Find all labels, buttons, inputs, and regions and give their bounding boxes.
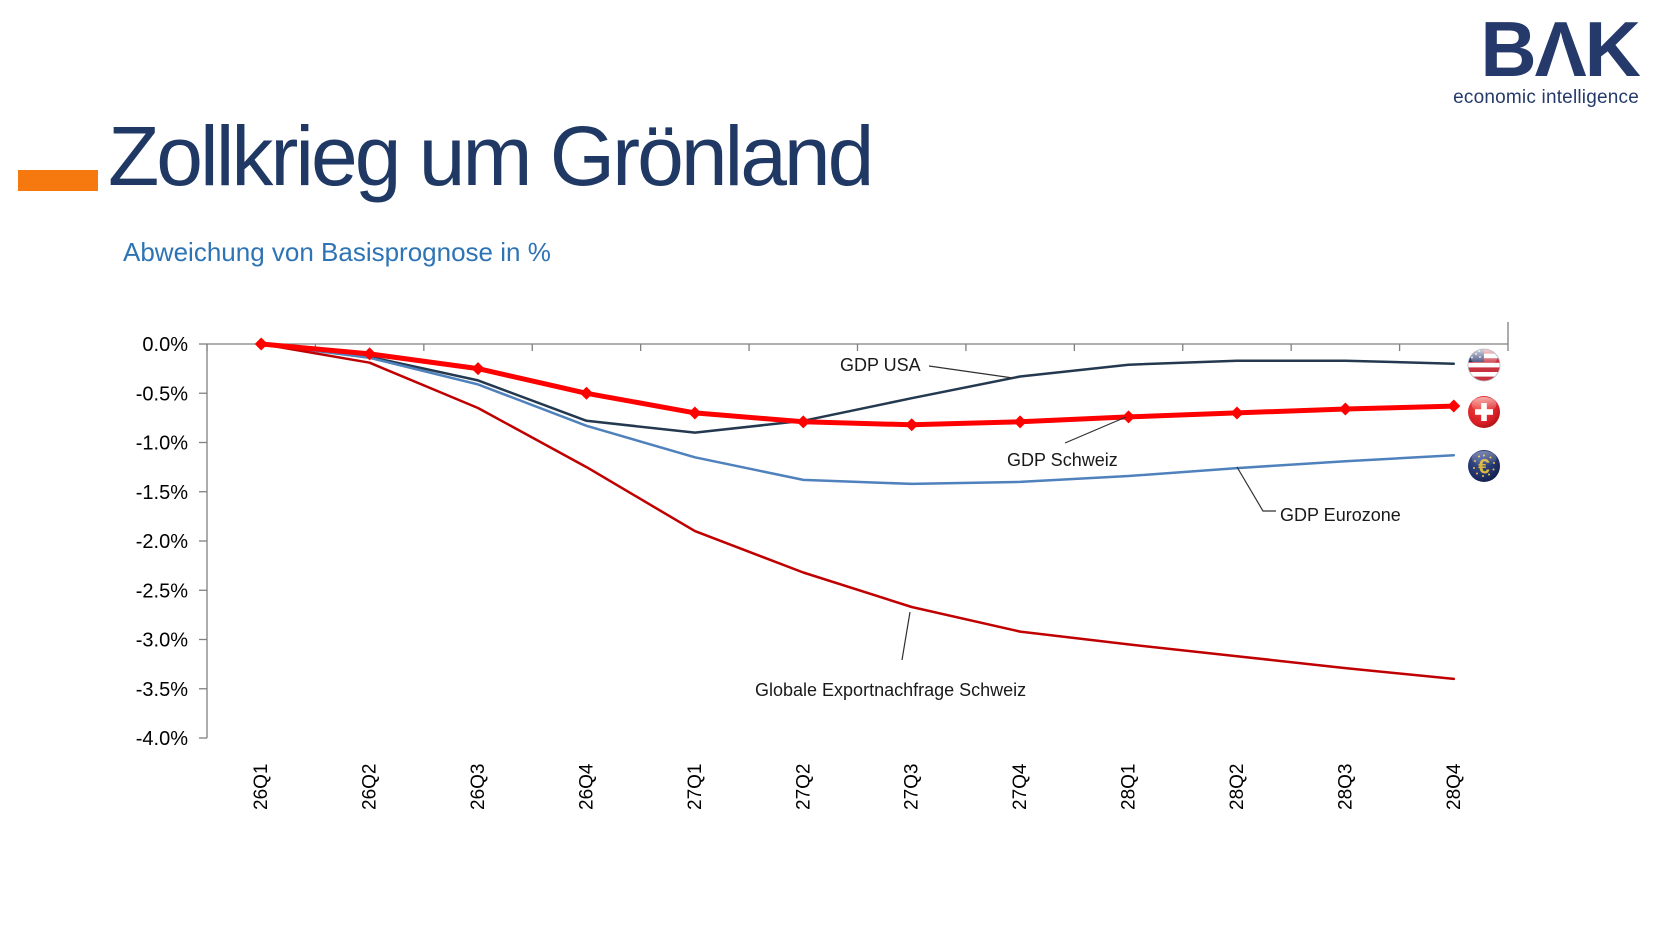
annotation-connector-globale-exportnachfrage-schweiz <box>902 612 910 660</box>
x-tick-label-27q3: 27Q3 <box>901 763 923 810</box>
annotation-connector-gdp-eurozone <box>1237 467 1276 511</box>
series-marker-gdp-schweiz <box>797 415 810 428</box>
y-tick-label-3-0: -3.0% <box>135 629 188 652</box>
y-tick-label-1-0: -1.0% <box>135 432 188 455</box>
x-tick-label-28q1: 28Q1 <box>1118 763 1140 810</box>
y-tick-label-4-0: -4.0% <box>135 728 188 750</box>
annotation-label-gdp-eurozone: GDP Eurozone <box>1280 505 1401 525</box>
swiss-flag-icon <box>1468 396 1500 428</box>
us-flag-icon <box>1468 349 1500 381</box>
y-tick-label-0-0: 0.0% <box>142 334 188 356</box>
series-marker-gdp-schweiz <box>580 387 593 400</box>
bak-logo-subtext: economic intelligence <box>1453 87 1639 109</box>
series-marker-gdp-schweiz <box>1339 403 1352 416</box>
series-marker-gdp-schweiz <box>1014 415 1027 428</box>
euro-coin-icon <box>1468 450 1500 482</box>
x-tick-label-27q1: 27Q1 <box>684 763 706 810</box>
y-tick-label-1-5: -1.5% <box>135 481 188 504</box>
series-marker-gdp-schweiz <box>255 338 268 351</box>
x-tick-label-26q1: 26Q1 <box>251 763 273 810</box>
annotation-label-gdp-schweiz: GDP Schweiz <box>1007 450 1118 470</box>
series-marker-gdp-schweiz <box>1230 406 1243 419</box>
x-tick-label-27q4: 27Q4 <box>1010 763 1032 810</box>
bak-logo-text: BΛK <box>1480 5 1639 93</box>
x-tick-label-28q2: 28Q2 <box>1226 763 1248 810</box>
euro-symbol: € <box>1478 455 1490 479</box>
x-tick-label-28q4: 28Q4 <box>1443 763 1465 810</box>
x-tick-label-27q2: 27Q2 <box>793 763 815 810</box>
y-tick-label-0-5: -0.5% <box>135 383 188 406</box>
series-marker-gdp-schweiz <box>472 362 485 375</box>
series-marker-gdp-schweiz <box>1447 400 1460 413</box>
y-tick-label-2-5: -2.5% <box>135 580 188 603</box>
x-tick-label-26q4: 26Q4 <box>576 763 598 810</box>
series-marker-gdp-schweiz <box>688 406 701 419</box>
x-tick-label-26q2: 26Q2 <box>359 763 381 810</box>
x-tick-label-26q3: 26Q3 <box>468 763 490 810</box>
page-title: Zollkrieg um Grönland <box>108 109 872 203</box>
x-tick-label-28q3: 28Q3 <box>1335 763 1357 810</box>
y-tick-label-3-5: -3.5% <box>135 678 188 701</box>
annotation-label-gdp-usa: GDP USA <box>840 355 921 375</box>
chart-subtitle: Abweichung von Basisprognose in % <box>123 237 551 267</box>
y-tick-label-2-0: -2.0% <box>135 531 188 553</box>
series-marker-gdp-schweiz <box>905 418 918 431</box>
series-marker-gdp-schweiz <box>1122 410 1135 423</box>
annotation-connector-gdp-usa <box>929 366 1013 378</box>
annotation-label-globale-exportnachfrage-schweiz: Globale Exportnachfrage Schweiz <box>755 680 1027 700</box>
